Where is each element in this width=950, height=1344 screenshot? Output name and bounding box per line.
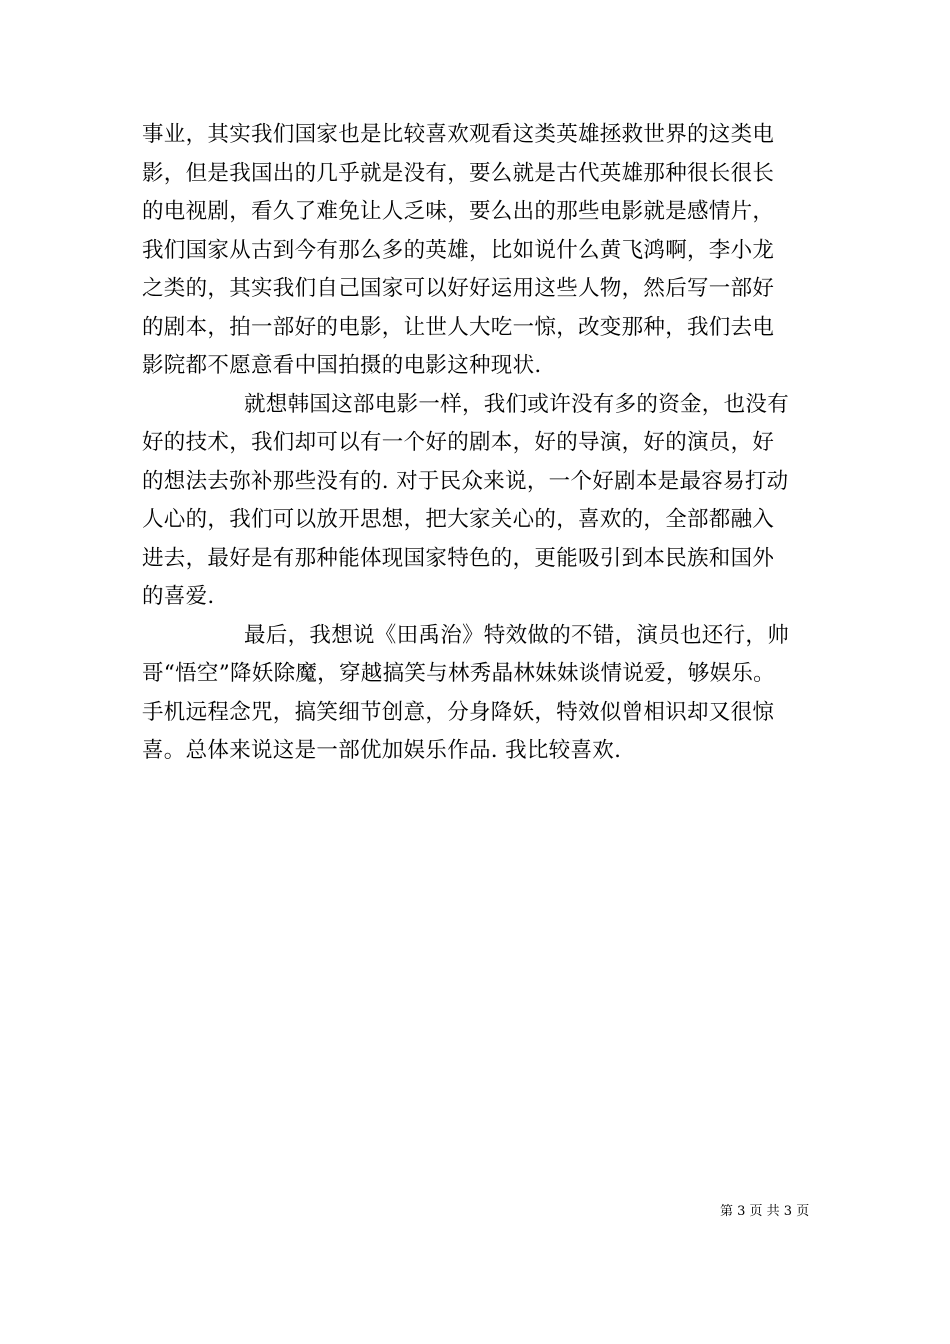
paragraph-line: 的剧本，拍一部好的电影，让世人大吃一惊，改变那种，我们去电	[142, 314, 775, 340]
paragraph-line: 的想法去弥补那些没有的. 对于民众来说，一个好剧本是最容易打动	[142, 468, 789, 494]
paragraph-line: 我们国家从古到今有那么多的英雄，比如说什么黄飞鸿啊，李小龙	[142, 237, 775, 263]
paragraph-line: 的喜爱.	[142, 584, 215, 609]
page-number-footer: 第 3 页 共 3 页	[720, 1204, 810, 1219]
paragraph-line: 之类的，其实我们自己国家可以好好运用这些人物，然后写一部好	[142, 276, 775, 301]
paragraph-line: 哥“悟空”降妖除魔，穿越搞笑与林秀晶林妹妹谈情说爱，够娱乐。	[142, 661, 775, 686]
paragraph-line: 手机远程念咒，搞笑细节创意，分身降妖，特效似曾相识却又很惊	[142, 699, 775, 725]
paragraph-first-line: 最后，我想说《田禹治》特效做的不错，演员也还行，帅	[244, 622, 790, 648]
article-body	[142, 116, 822, 771]
paragraph-line: 喜。总体来说这是一部优加娱乐作品. 我比较喜欢.	[142, 738, 622, 763]
paragraph-line: 影，但是我国出的几乎就是没有，要么就是古代英雄那种很长很长	[142, 160, 775, 186]
paragraph-line: 事业，其实我们国家也是比较喜欢观看这类英雄拯救世界的这类电	[142, 122, 775, 147]
paragraph-line: 的电视剧，看久了难免让人乏味，要么出的那些电影就是感情片，	[142, 199, 775, 224]
paragraph-line: 影院都不愿意看中国拍摄的电影这种现状.	[142, 353, 542, 378]
paragraph-line: 好的技术，我们却可以有一个好的剧本，好的导演，好的演员，好	[142, 430, 775, 455]
paragraph-line: 进去，最好是有那种能体现国家特色的，更能吸引到本民族和国外	[142, 545, 775, 571]
paragraph-first-line: 就想韩国这部电影一样，我们或许没有多的资金，也没有	[244, 391, 790, 417]
paragraph-line: 人心的，我们可以放开思想，把大家关心的，喜欢的，全部都融入	[142, 507, 775, 532]
